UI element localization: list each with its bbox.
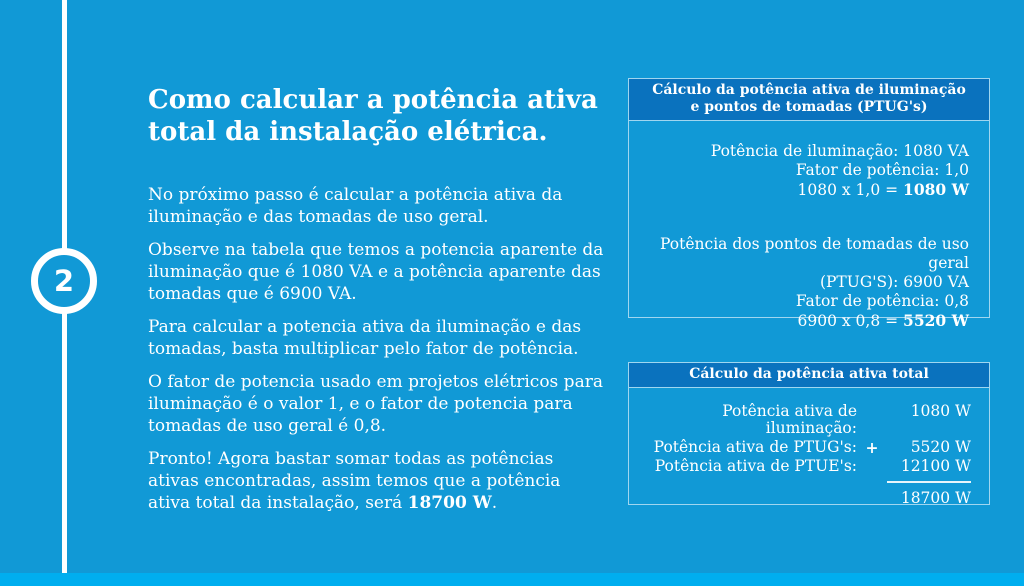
calc-box-total-header: Cálculo da potência ativa total xyxy=(629,363,989,388)
ptug-factor-line: Fator de potência: 0,8 xyxy=(795,292,969,310)
paragraph-1: No próximo passo é calcular a potência ativa da iluminação e das tomadas de uso geral. xyxy=(148,185,563,227)
paragraph-5 xyxy=(148,448,604,514)
step-number-badge xyxy=(31,248,97,314)
sum-row-label: Potência ativa de iluminação: xyxy=(722,402,857,437)
sum-row-value: 12100 W xyxy=(887,458,971,483)
lighting-result-value: 1080 W xyxy=(903,180,969,199)
sum-row-value: 1080 W xyxy=(910,402,971,420)
sum-table xyxy=(647,403,971,507)
lighting-equation: 1080 x 1,0 = xyxy=(797,181,904,199)
step-number: 2 xyxy=(53,264,75,298)
sum-row-label: Potência ativa de PTUE's: xyxy=(654,457,857,475)
ptug-power-line-2: (PTUG'S): 6900 VA xyxy=(819,273,969,291)
lighting-factor-line: Fator de potência: 1,0 xyxy=(795,161,969,179)
paragraph-3: Para calcular a potencia ativa da iluminação e das tomadas, basta multiplicar pelo fator de potência. xyxy=(148,317,582,359)
bottom-accent-bar xyxy=(0,573,1024,586)
paragraph-4: O fator de potencia usado em projetos elétricos para iluminação é o valor 1, e o fator de potencia para tomadas de uso geral é 0,8. xyxy=(148,372,603,436)
paragraph-2: Observe na tabela que temos a potencia aparente da iluminação que é 1080 VA e a potência aparente das tomadas que é 6900 VA. xyxy=(148,240,604,304)
sum-total-value: 18700 W xyxy=(900,489,971,507)
calc-box-lighting-ptug xyxy=(628,78,990,330)
page-title: Como calcular a potência ativa total da instalação elétrica. xyxy=(148,85,598,147)
lighting-result-line xyxy=(649,180,969,200)
sum-row-value: 5520 W xyxy=(910,438,971,456)
calc-box-lighting-ptug-body xyxy=(629,121,989,331)
ptug-result-line xyxy=(649,311,969,331)
total-power-inline: 18700 W xyxy=(407,493,492,513)
ptug-calc-block xyxy=(649,235,969,331)
ptug-equation: 6900 x 0,8 = xyxy=(797,312,904,330)
sum-row-label: Potência ativa de PTUG's: xyxy=(653,438,857,456)
lighting-power-line: Potência de iluminação: 1080 VA xyxy=(710,142,969,160)
ptug-power-line-1: Potência dos pontos de tomadas de uso geral xyxy=(660,235,969,272)
paragraph-5-period: . xyxy=(491,493,498,513)
sum-row-operator xyxy=(857,403,887,437)
calc-box-lighting-ptug-header: Cálculo da potência ativa de iluminação e pontos de tomadas (PTUG's) xyxy=(629,79,989,121)
calc-box-total-body xyxy=(629,388,989,507)
lighting-calc-block xyxy=(649,142,969,200)
paragraph-5-text: Pronto! Agora bastar somar todas as potências ativas encontradas, assim temos que a potência ativa total da instalação, será xyxy=(148,449,561,513)
main-content xyxy=(148,84,604,525)
sum-row-operator xyxy=(857,458,887,483)
calc-box-total xyxy=(628,362,990,505)
ptug-result-value: 5520 W xyxy=(903,311,969,330)
plus-sign: + xyxy=(865,438,879,457)
